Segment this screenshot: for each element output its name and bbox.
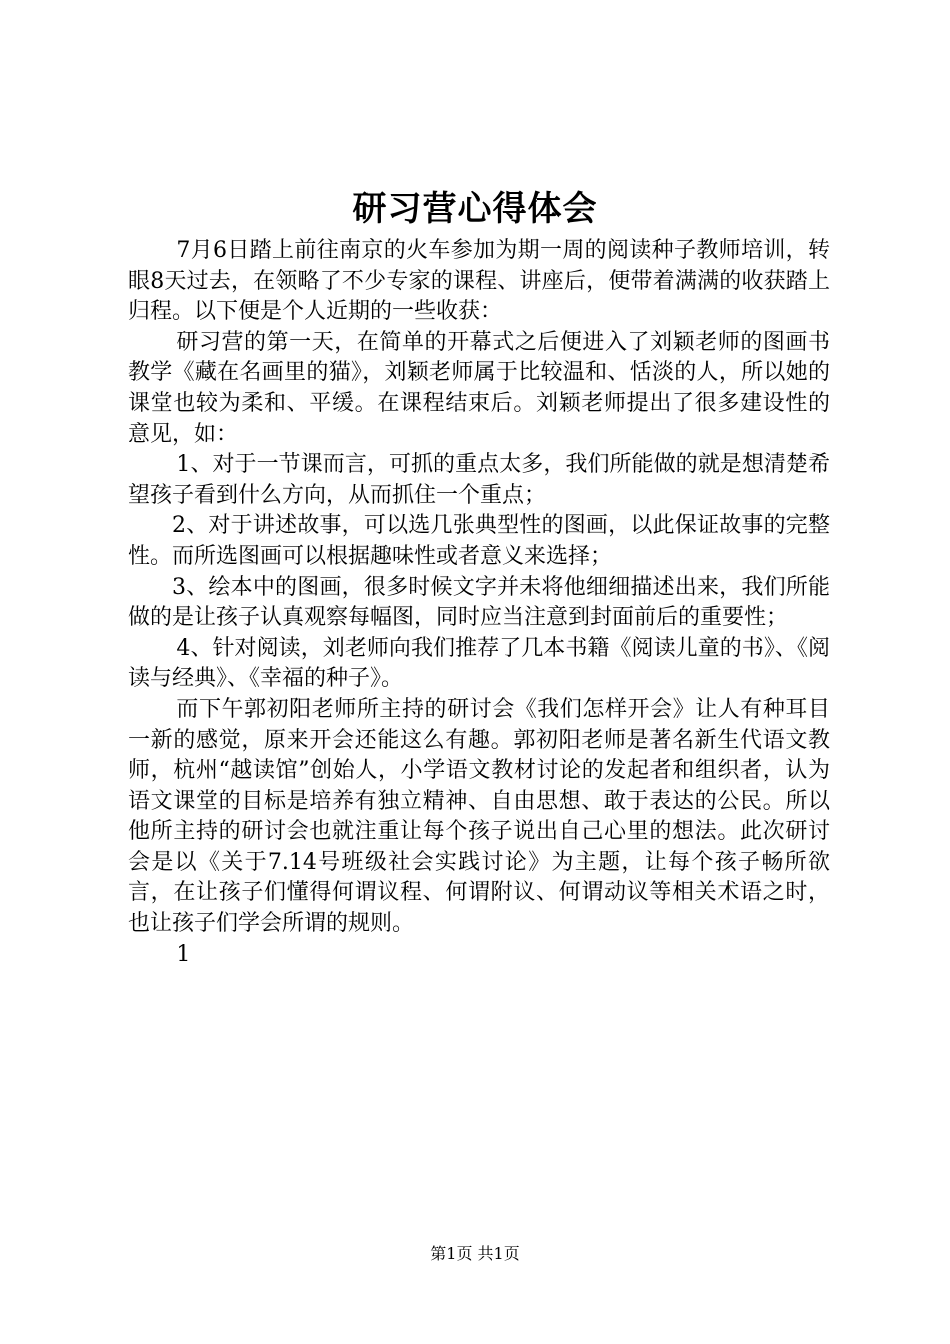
page-marker: 1 xyxy=(176,941,191,967)
document-title: 研习营心得体会 xyxy=(352,189,598,229)
list-item-3: 3、绘本中的图画，很多时候文字并未将他细细描述出来，我们所能做的是让孩子认真观察每幅图，同时应当注意到封面前后的重要性； xyxy=(128,574,830,631)
page-footer: 第1页 共1页 xyxy=(430,1244,520,1263)
paragraph-first-day: 研习营的第一天，在简单的开幕式之后便进入了刘颖老师的图画书教学《藏在名画里的猫》，刘颖老师属于比较温和、恬淡的人，所以她的课堂也较为柔和、平缓。在课程结束后。刘颖老师提出了很多建设性的意见，如： xyxy=(128,329,830,447)
paragraph-intro: 7月6日踏上前往南京的火车参加为期一周的阅读种子教师培训，转眼8天过去，在领略了不少专家的课程、讲座后，便带着满满的收获踏上归程。以下便是个人近期的一些收获： xyxy=(128,238,830,325)
list-item-4: 4、针对阅读，刘老师向我们推荐了几本书籍《阅读儿童的书》、《阅读与经典》、《幸福的种子》。 xyxy=(128,635,830,692)
list-item-1: 1、对于一节课而言，可抓的重点太多，我们所能做的就是想清楚希望孩子看到什么方向，从而抓住一个重点； xyxy=(128,452,830,508)
document-body xyxy=(128,236,830,970)
paragraph-afternoon: 而下午郭初阳老师所主持的研讨会《我们怎样开会》让人有种耳目一新的感觉，原来开会还能这么有趣。郭初阳老师是著名新生代语文教师，杭州“越读馆”创始人，小学语文教材讨论的发起者和组织者，认为语文课堂的目标是培养有独立精神、自由思想、敢于表达的公民。所以他所主持的研讨会也就注重让每个孩子说出自己心里的想法。此次研讨会是以《关于7.14号班级社会实践讨论》为主题，让每个孩子畅所欲言，在让孩子们懂得何谓议程、何谓附议、何谓动议等相关术语之时，也让孩子们学会所谓的规则。 xyxy=(128,696,830,937)
list-item-2: 2、对于讲述故事，可以选几张典型性的图画，以此保证故事的完整性。而所选图画可以根据趣味性或者意义来选择； xyxy=(128,513,830,569)
